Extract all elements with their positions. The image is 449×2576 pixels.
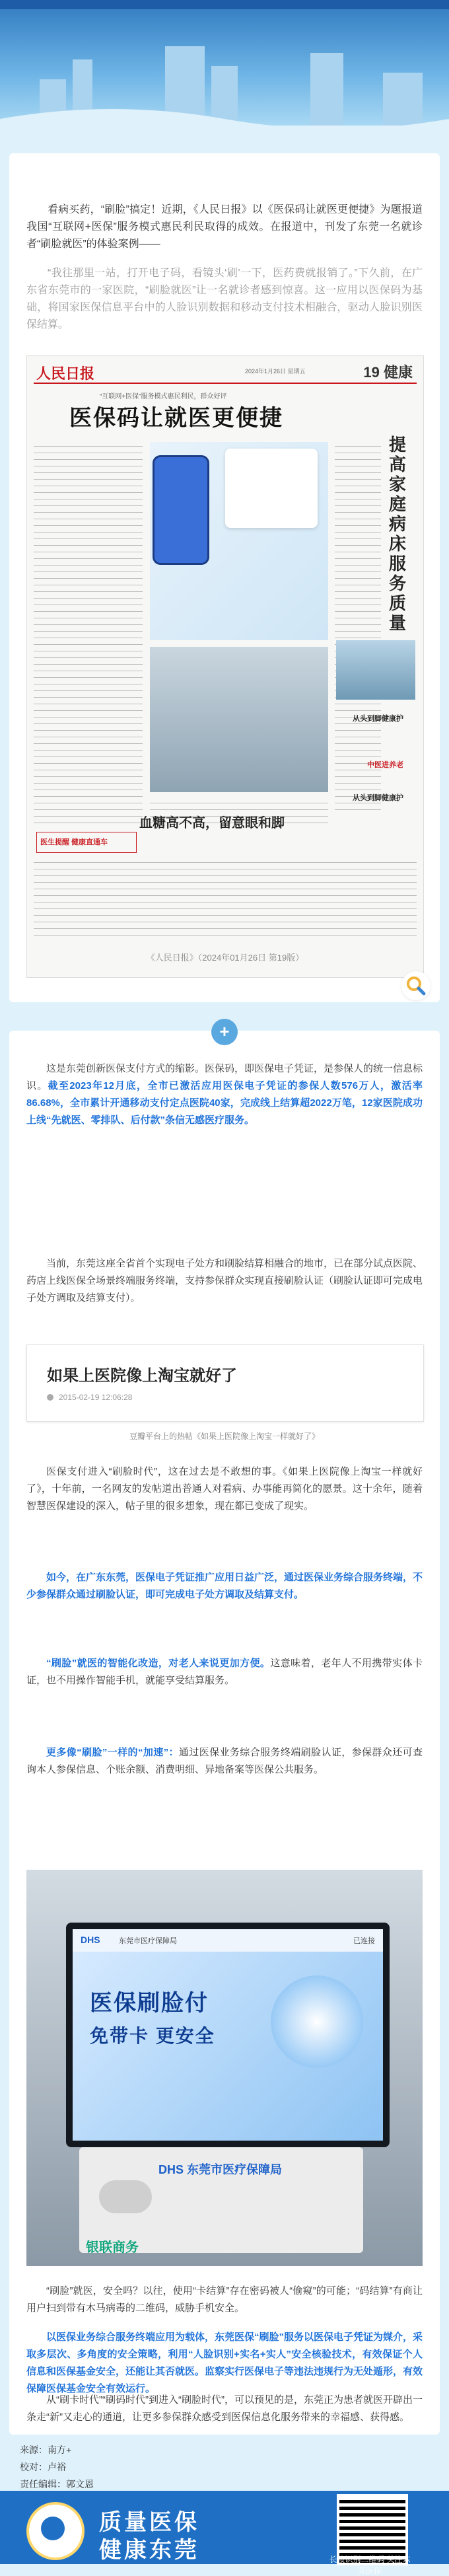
avatar: [47, 1394, 53, 1401]
image-caption: 豆瓣平台上的热帖《如果上医院像上淘宝一样就好了》: [129, 1432, 320, 1441]
paragraph-text: 当前，东莞这座全省首个实现电子处方和刷脸结算相融合的地市，已在部分试点医院、药店上线医保全场景终端服务终端，支持参保群众实现直接刷脸认证（刷脸认证即可完成电子处方调取及结算支付）。: [26, 1258, 423, 1304]
web-post-card: [26, 1344, 424, 1422]
article-paragraph: [26, 1569, 423, 1603]
card-illustration: [225, 449, 318, 528]
kiosk-headline: 医保刷脸付: [90, 1991, 209, 2016]
side-subhead: 中医进养老: [367, 761, 403, 769]
paragraph-text: 这是东莞创新医保支付方式的缩影。医保码，即医保电子凭证，是参保人的统一信息标识。: [26, 1063, 423, 1091]
emblem-icon: [41, 2517, 65, 2540]
intro-quote: “我往那里一站，打开电子码，看镜头‘刷’一下，医药费就报销了。”下久前，在广东省东莞市的一家医院，“刷脸就医”让一名就诊者感到惊喜。这一应用以医保码为基础，将国家医保信息平台中的人脸识别数据和移动支付技术相融合，驱动人脸识别医保结算。: [26, 268, 423, 330]
proofreader-line: 校对：卢裕: [20, 2462, 66, 2472]
article-paragraph: [26, 1655, 423, 1689]
unionpay-logo: 银联商务: [86, 2240, 139, 2255]
kiosk-screen: [66, 1923, 390, 2147]
footer-slogan: 健康东莞: [99, 2538, 199, 2563]
magnifier-icon: [401, 971, 431, 1000]
highlight-text: 更多像“刷脸”一样的“加速”：: [46, 1747, 179, 1758]
text-column: [34, 858, 417, 938]
paragraph-text: 从“刷卡时代”“刷码时代”到进入“刷脸时代”，可以预见的是，东莞正为患者就医开辟出一条走“新”又走心的通道，让更多参保群众感受到医保信息化服务带来的幸福感、获得感。: [26, 2394, 423, 2423]
paragraph-text: “刷脸”就医，安全吗？以往，使用“卡结算”存在密码被人“偷窥”的可能；“码结算”有商让用户扫到带有木马病毒的二维码，威胁手机安全。: [26, 2285, 423, 2314]
newspaper-date: 2024年1月26日 星期五: [245, 368, 306, 375]
newspaper-rule: [34, 383, 417, 384]
kiosk-status: 已连接: [353, 1937, 375, 1945]
paragraph-text: 如今，在广东东莞，医保电子凭证推广应用日益广泛，通过医保业务综合服务终端，不少参保群众通过刷脸认证，即可完成电子处方调取及结算支付。: [26, 1572, 423, 1600]
web-post-date: 2015-02-19 12:06:28: [59, 1393, 133, 1402]
plus-icon: +: [211, 1019, 238, 1045]
kiosk-base-logo: DHS 东莞市医疗保障局: [158, 2163, 283, 2176]
article-paragraph: [26, 1060, 423, 1129]
newspaper-headline: 医保码让就医更便捷: [69, 405, 283, 431]
intro-paragraph: 看病买药，“刷脸”搞定！近期，《人民日报》以《医保码让就医更便捷》为题报道我国“互联网+医保”服务模式惠民利民取得的成效。在报道中，刊发了东莞一名就诊者“刷脸就医”的体验案例——: [26, 204, 423, 250]
paragraph-text: 通过医保业务综合服务终端刷脸认证，参保群众还可查询本人参保信息、个账余额、消费明细、异地备案等医保公共服务。: [26, 1747, 423, 1775]
red-box-label: 医生提醒 健康直通车: [40, 838, 108, 846]
newspaper-page-number: 19 健康: [363, 364, 413, 381]
text-column: [34, 442, 143, 825]
article-paragraph: [26, 2329, 423, 2398]
newspaper-clipping: [26, 355, 424, 978]
face-scan-icon: [271, 1975, 363, 2068]
header-banner: [0, 0, 449, 126]
paragraph-text: 这意味着，老年人不用携带实体卡证，也不用操作智能手机，就能享受结算服务。: [26, 1658, 423, 1686]
kiosk-subheadline: 免带卡 更安全: [90, 2026, 215, 2046]
paragraph-text: 以医保业务综合服务终端应用为载体，东莞医保“刷脸”服务以医保电子凭证为媒介，采取多层次、多角度的安全策略，利用“人脸识别+实名+实人”安全核验技术，有效保证个人信息和医保基金安全，还能让其否就医。监察实行医保电子等违法违规行为无处遁形，有效保障医保基金安全有效运行。: [26, 2332, 423, 2394]
article-paragraph: [26, 2392, 423, 2426]
kiosk-org: 东莞市医疗保障局: [119, 1937, 177, 1945]
newspaper-kicker: “互联网+医保”服务模式惠民利民，群众好评: [100, 393, 227, 400]
footer-credits: [20, 2441, 94, 2493]
article-paragraph: [26, 1744, 423, 1779]
source-line: 来源：南方+: [20, 2445, 72, 2455]
newspaper-photo: [150, 647, 328, 792]
paragraph-text: 医保支付进入“刷脸时代”，这在过去是不敢想的事。《如果上医院像上淘宝一样就好了》，十年前，一名网友的发帖道出普通人对看病、办事能再简化的愿景。这十余年，随着智慧医保建设的深入，帖子里的很多想象，现在都已变成了现实。: [26, 1466, 423, 1512]
kiosk-photo: [26, 1870, 423, 2266]
footer-slogan: 质量医保: [99, 2510, 199, 2535]
article-paragraph: [26, 2283, 423, 2317]
side-subhead: 从头到脚健康护: [353, 794, 403, 802]
newspaper-caption: 《人民日报》（2024年01月26日 第19版）: [146, 953, 304, 963]
qr-label: 长按识别二维码 关注东莞医保: [329, 2555, 411, 2575]
header-wave: [0, 99, 449, 126]
top-strip: [0, 0, 449, 9]
side-subhead: 从头到脚健康护: [353, 715, 403, 723]
card-slot: [99, 2180, 152, 2213]
intro-text: [26, 202, 423, 346]
article-paragraph: [26, 1463, 423, 1515]
highlight-text: 截至2023年12月底，全市已激活应用医保电子凭证的参保人数576万人，激活率86.68%，全市累计开通移动支付定点医院40家，完成线上结算超2022万笔，12家医院成功上线“先就医、零排队、后付款”条信无感医疗服务。: [26, 1080, 423, 1126]
side-headline: 提高家庭病床服务质量: [389, 435, 407, 634]
article-paragraph: [26, 1255, 423, 1307]
kiosk-logo: DHS: [81, 1934, 100, 1945]
phone-illustration: [153, 455, 209, 565]
editor-line: 责任编辑：郭文恩: [20, 2479, 94, 2489]
text-column: [335, 442, 381, 812]
newspaper-masthead: 人民日报: [36, 365, 95, 383]
bottom-headline: 血糖高不高，留意眼和脚: [139, 815, 285, 830]
side-photo: [336, 640, 415, 700]
highlight-text: “刷脸”就医的智能化改造，对老人来说更加方便。: [46, 1658, 271, 1669]
web-post-title: 如果上医院像上淘宝就好了: [47, 1367, 237, 1385]
